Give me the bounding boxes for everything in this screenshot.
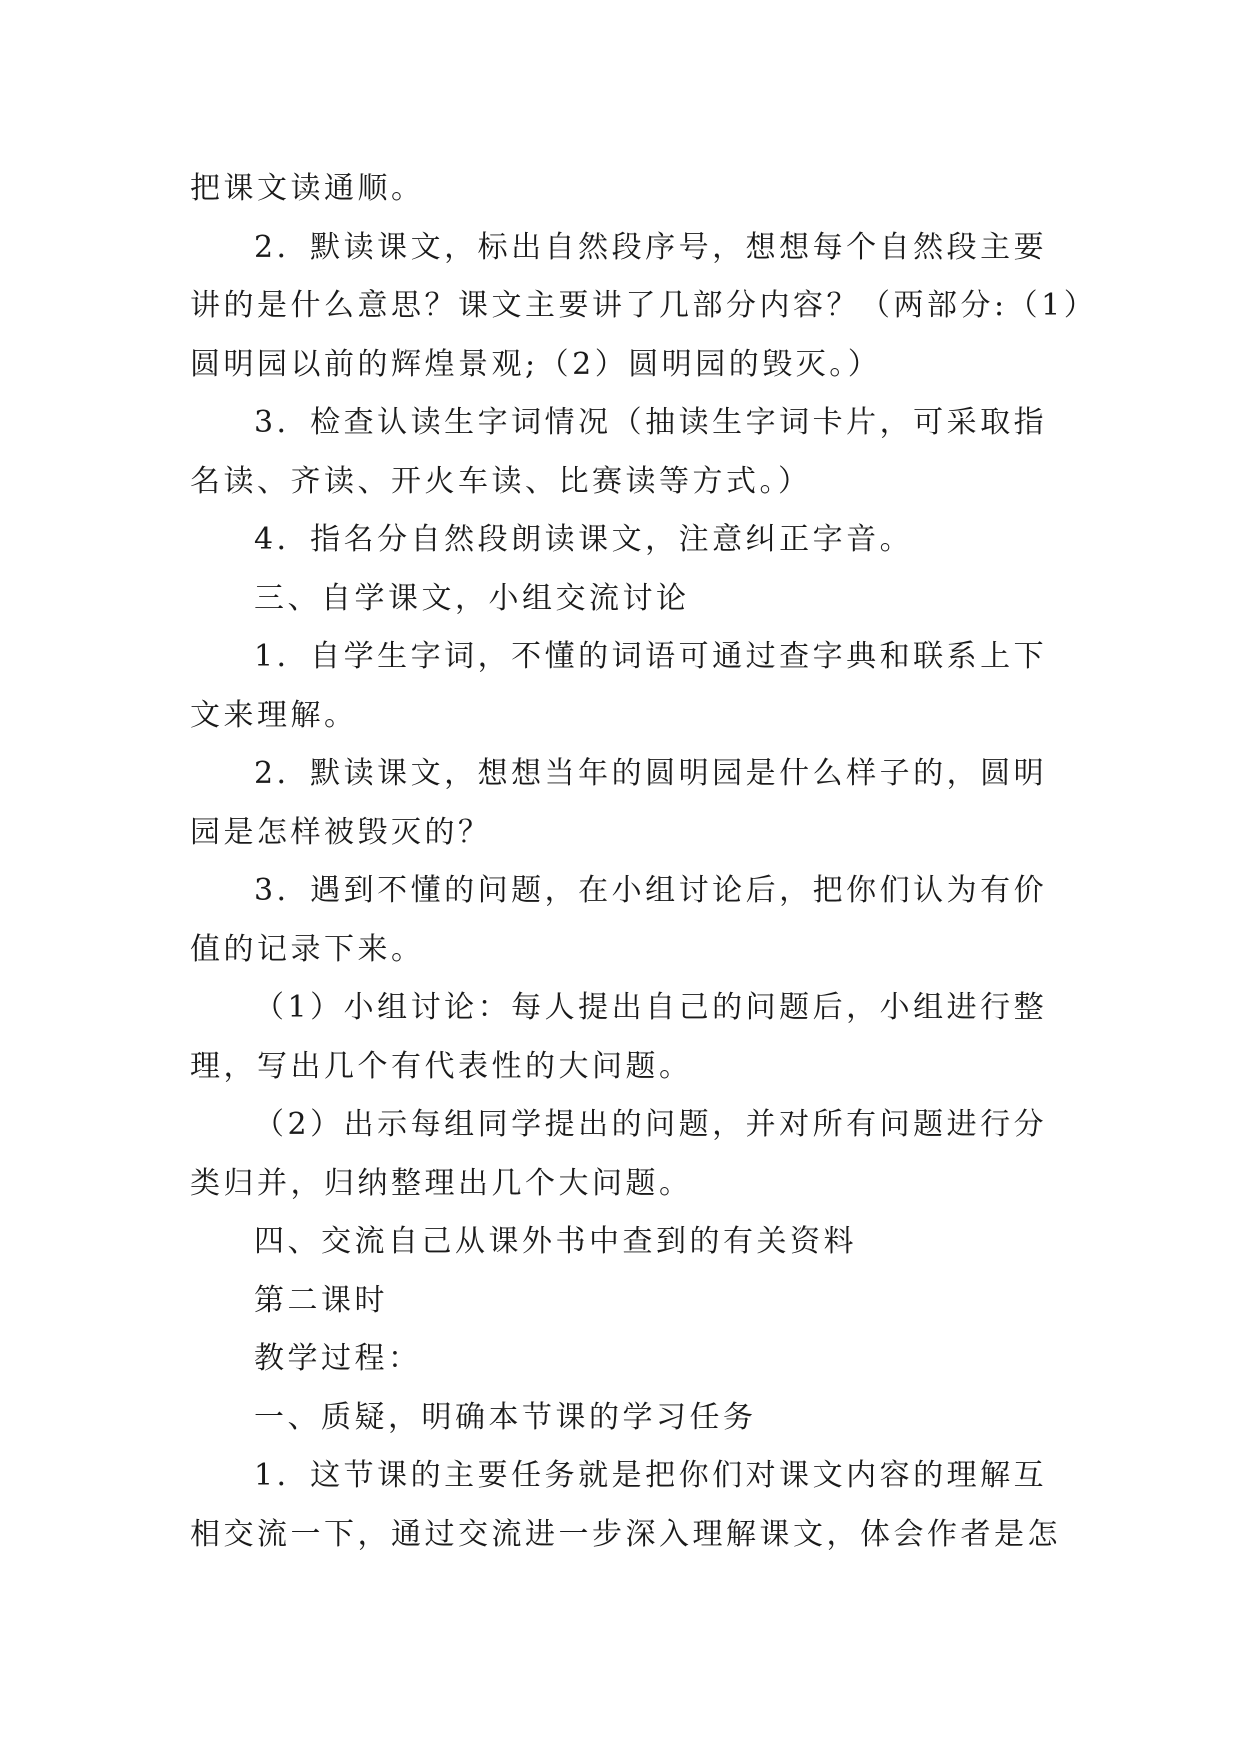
text-line: 1．这节课的主要任务就是把你们对课文内容的理解互 [254,1458,1048,1493]
text-line: 4．指名分自然段朗读课文，注意纠正字音。 [254,522,914,557]
text-line: 圆明园以前的辉煌景观;（2）圆明园的毁灭。） [190,346,882,382]
text-line: 名读、齐读、开火车读、比赛读等方式。） [190,463,812,499]
section-heading: 一、质疑，明确本节课的学习任务 [254,1399,757,1435]
text-line: 园是怎样被毁灭的？ [190,814,492,850]
subheading: 教学过程： [254,1341,422,1376]
text-line: （1）小组讨论：每人提出自己的问题后，小组进行整 [254,990,1048,1025]
text-line: 1．自学生字词，不懂的词语可通过查字典和联系上下 [254,639,1048,674]
body-text [190,160,1098,1564]
text-line: 相交流一下，通过交流进一步深入理解课文，体会作者是怎 [190,1516,1061,1552]
section-heading: 四、交流自己从课外书中查到的有关资料 [254,1224,857,1259]
text-line: 理，写出几个有代表性的大问题。 [190,1048,693,1084]
text-line: 3．检查认读生字词情况（抽读生字词卡片，可采取指 [254,405,1048,440]
section-heading: 三、自学课文，小组交流讨论 [254,580,690,616]
text-line: 类归并，归纳整理出几个大问题。 [190,1165,693,1201]
text-line: 值的记录下来。 [190,931,425,967]
text-line: 文来理解。 [190,697,358,733]
text-line: （2）出示每组同学提出的问题，并对所有问题进行分 [254,1107,1048,1142]
text-line: 2．默读课文，想想当年的圆明园是什么样子的，圆明 [254,756,1048,791]
text-line: 讲的是什么意思？课文主要讲了几部分内容？（两部分:（1） [190,288,1098,323]
text-line: 2．默读课文，标出自然段序号，想想每个自然段主要 [254,229,1048,265]
lesson-heading: 第二课时 [254,1282,388,1318]
text-line: 3．遇到不懂的问题，在小组讨论后，把你们认为有价 [254,873,1048,908]
text-line: 把课文读通顺。 [190,171,425,206]
